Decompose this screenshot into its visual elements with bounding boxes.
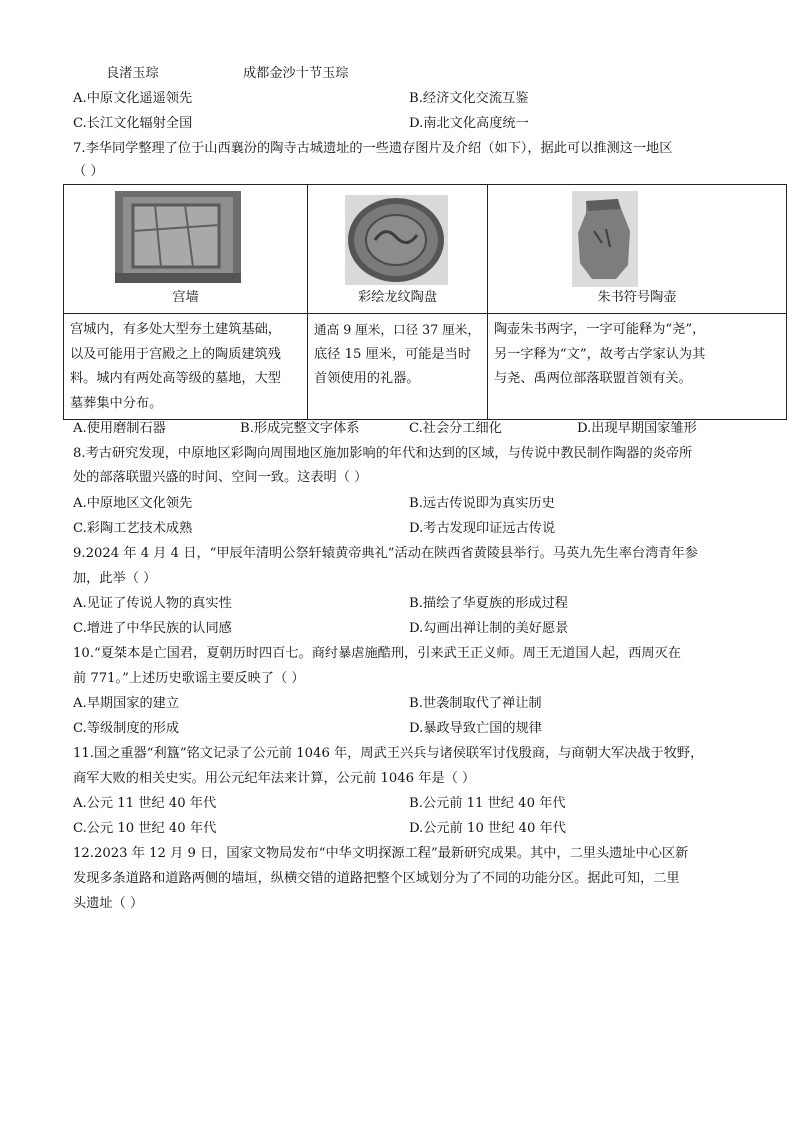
q12-stem-3: 头遗址（ ） — [73, 896, 144, 911]
q11-option-b[interactable]: B.公元前 11 世纪 40 年代 — [409, 796, 566, 811]
palace-wall-cell — [64, 185, 308, 314]
q12-stem: 12.2023 年 12 月 9 日，国家文物局发布“中华文明探源工程”最新研究成果。其中，二里头遗址中心区新 — [73, 846, 689, 861]
q11-stem: 11.国之重器“利簋”铭文记录了公元前 1046 年，周武王兴兵与诸侯联军讨伐殷商，与商朝大军决战于牧野， — [73, 746, 704, 761]
q10-option-c[interactable]: C.等级制度的形成 — [73, 721, 180, 736]
inscribed-pot-caption: 朱书符号陶壶 — [597, 290, 677, 305]
dragon-plate-caption: 彩绘龙纹陶盘 — [357, 290, 438, 305]
q9-option-c[interactable]: C.增进了中华民族的认同感 — [73, 621, 232, 636]
q6-option-b[interactable]: B.经济文化交流互鉴 — [409, 91, 529, 106]
q11-option-d[interactable]: D.公元前 10 世纪 40 年代 — [409, 821, 566, 836]
q7-relics-table — [63, 184, 787, 420]
inscribed-pot-cell — [488, 185, 787, 314]
dragon-plate-cell — [308, 185, 488, 314]
q7-option-c[interactable]: C.社会分工细化 — [409, 421, 502, 436]
q8-option-a[interactable]: A.中原地区文化领先 — [73, 496, 193, 511]
q10-option-a[interactable]: A.早期国家的建立 — [73, 696, 180, 711]
palace-wall-caption: 宫墙 — [172, 290, 199, 305]
q6-option-d[interactable]: D.南北文化高度统一 — [409, 116, 529, 131]
palace-wall-description: 宫城内，有多处大型夯土建筑基础， 以及可能用于宫殿之上的陶质建筑残 料。城内有两处高等级的墓地，大型 墓葬集中分布。 — [64, 314, 308, 420]
inscribed-pot-photo — [572, 191, 638, 287]
q7-stem-bracket: （ ） — [73, 164, 104, 179]
caption-liangzhu-cong: 良渚玉琮 — [106, 66, 159, 81]
q7-option-a[interactable]: A.使用磨制石器 — [73, 421, 166, 436]
q7-option-d[interactable]: D.出现早期国家雏形 — [577, 421, 697, 436]
q11-option-c[interactable]: C.公元 10 世纪 40 年代 — [73, 821, 217, 836]
caption-jinsha-cong: 成都金沙十节玉琮 — [243, 66, 349, 81]
q6-option-c[interactable]: C.长江文化辐射全国 — [73, 116, 193, 131]
q7-option-b[interactable]: B.形成完整文字体系 — [240, 421, 360, 436]
q8-stem-2: 处的部落联盟兴盛的时间、空间一致。这表明（ ） — [73, 470, 368, 485]
q11-option-a[interactable]: A.公元 11 世纪 40 年代 — [73, 796, 217, 811]
palace-wall-photo — [115, 191, 241, 283]
dragon-plate-description: 通高 9 厘米，口径 37 厘米， 底径 15 厘米，可能是当时 首领使用的礼器。 — [308, 314, 488, 420]
q9-option-a[interactable]: A.见证了传说人物的真实性 — [73, 596, 232, 611]
dragon-plate-photo — [345, 195, 448, 285]
q9-stem-2: 加，此举（ ） — [73, 571, 157, 586]
q12-stem-2: 发现多条道路和道路两侧的墙垣，纵横交错的道路把整个区域划分为了不同的功能分区。据此可知，二里 — [73, 871, 680, 886]
q6-option-a[interactable]: A.中原文化遥遥领先 — [73, 91, 193, 106]
q10-option-b[interactable]: B.世袭制取代了禅让制 — [409, 696, 542, 711]
q10-option-d[interactable]: D.暴政导致亡国的规律 — [409, 721, 542, 736]
q7-stem: 7.李华同学整理了位于山西襄汾的陶寺古城遗址的一些遗存图片及介绍（如下），据此可以推测这一地区 — [73, 141, 673, 156]
q11-stem-2: 商军大败的相关史实。用公元纪年法来计算，公元前 1046 年是（ ） — [73, 771, 476, 786]
q8-option-b[interactable]: B.远古传说即为真实历史 — [409, 496, 555, 511]
q10-stem-2: 前 771。”上述历史歌谣主要反映了（ ） — [73, 671, 305, 686]
q9-option-b[interactable]: B.描绘了华夏族的形成过程 — [409, 596, 568, 611]
q9-stem: 9.2024 年 4 月 4 日，“甲辰年清明公祭轩辕黄帝典礼”活动在陕西省黄陵县举行。马英九先生率台湾青年参 — [73, 546, 698, 561]
q8-option-d[interactable]: D.考古发现印证远古传说 — [409, 521, 556, 536]
q10-stem: 10.“夏桀本是亡国君，夏朝历时四百七。商纣暴虐施酷刑，引来武王正义师。周王无道国人起，西周灭在 — [73, 646, 681, 661]
q8-stem: 8.考古研究发现，中原地区彩陶向周围地区施加影响的年代和达到的区域，与传说中教民制作陶器的炎帝所 — [73, 446, 693, 461]
inscribed-pot-description: 陶壶朱书两字，一字可能释为“尧”， 另一字释为“文”，故考古学家认为其 与尧、禹两位部落联盟首领有关。 — [488, 314, 787, 420]
q9-option-d[interactable]: D.勾画出禅让制的美好愿景 — [409, 621, 569, 636]
q8-option-c[interactable]: C.彩陶工艺技术成熟 — [73, 521, 193, 536]
